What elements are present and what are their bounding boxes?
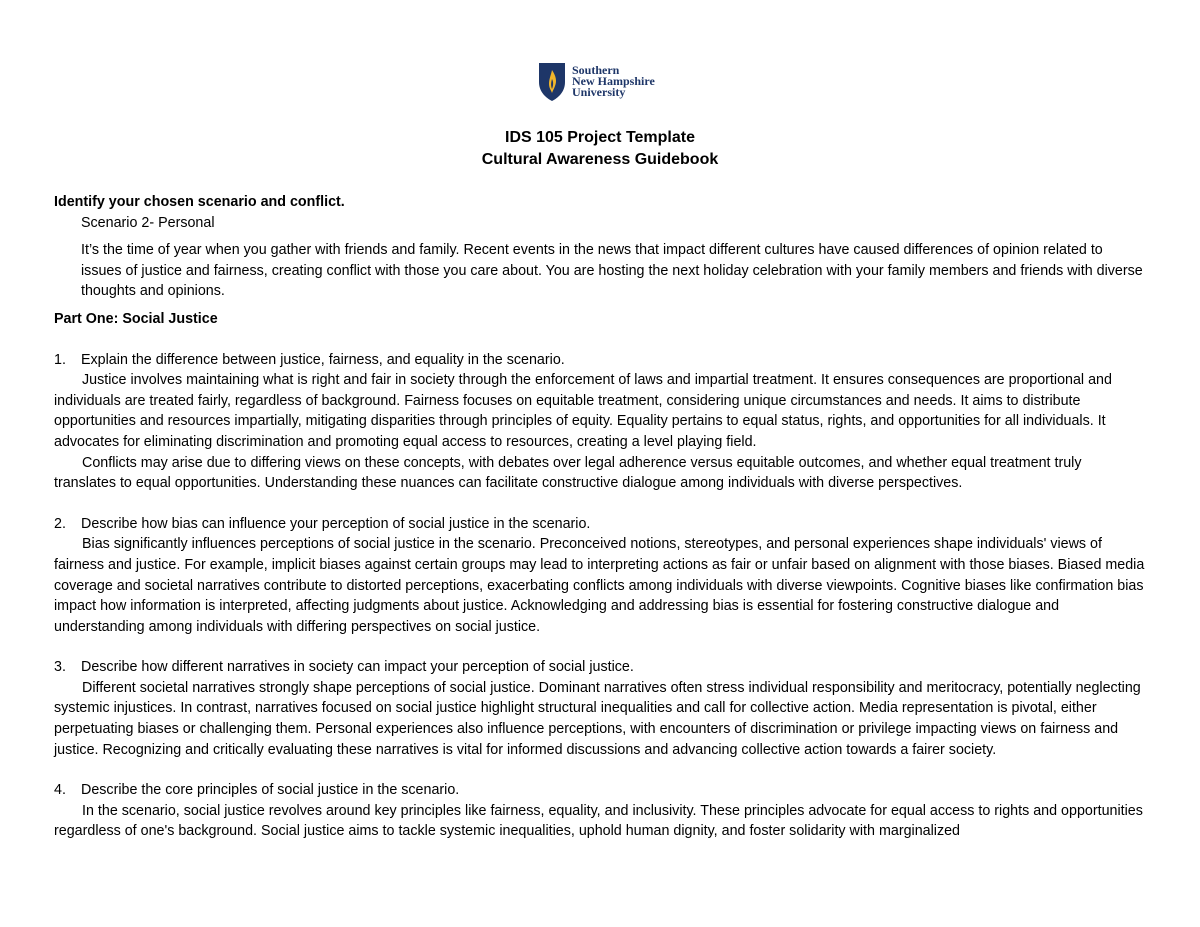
scenario-heading: Identify your chosen scenario and conflict. [54, 194, 345, 210]
title-line-2: Cultural Awareness Guidebook [481, 151, 719, 168]
snhu-shield-flame-icon [538, 62, 566, 102]
question-4-answer: In the scenario, social justice revolves around key principles like fairness, equality, and inclusivity. These principles advocate for equal access to rights and opportunities regardless of one's background. Social justice aims to tackle systemic inequalities, uphold human dignity, and foster solidarity with marginalized [54, 802, 1143, 840]
scenario-name: Scenario 2- Personal [81, 214, 215, 231]
question-1-answer-1: Justice involves maintaining what is right and fair in society through the enforcement of laws and impartial treatment. It ensures consequences are proportional and individuals are treated fairly, regardless of background. Fairness focuses on equitable treatment, considering unique circumstances and needs. It aims to distribute opportunities and resources impartially, mitigating disparities through principles of equity. Equality pertains to equal status, rights, and opportunities for all individuals. It advocates for eliminating discrimination and promoting equal access to resources, creating a level playing field. [54, 372, 1112, 450]
question-1-text: Explain the difference between justice, fairness, and equality in the scenario. [81, 351, 565, 368]
question-1-number: 1. [54, 351, 66, 368]
question-4-number: 4. [54, 782, 66, 799]
question-3-answer: Different societal narratives strongly shape perceptions of social justice. Dominant narratives often stress individual responsibility and meritocracy, potentially neglecting systemic injustices. In contrast, narratives focused on social justice highlight structural inequalities and call for collective action. Media representation is pivotal, either perpetuating biases or challenging them. Personal experiences also influence perceptions, with encounters of discrimination or privilege impacting views on fairness and justice. Recognizing and critically evaluating these narratives is vital for informed discussions and advancing collective action towards a fairer society. [54, 679, 1141, 758]
question-2-prompt [54, 514, 1146, 535]
question-1-prompt [54, 350, 1146, 371]
logo-line-3: University [572, 85, 626, 99]
title-line-1: IDS 105 Project Template [505, 129, 695, 146]
question-3-text: Describe how different narratives in society can impact your perception of social justice. [81, 659, 634, 676]
logo-wordmark [572, 65, 655, 98]
question-3-prompt [54, 657, 1146, 678]
question-2-number: 2. [54, 515, 66, 532]
question-2-answer: Bias significantly influences perceptions of social justice in the scenario. Preconceived notions, stereotypes, and personal experiences shape individuals' views of fairness and justice. For example, implicit biases against certain groups may lead to interpreting actions as fair or unfair based on alignment with those biases. Biased media coverage and societal narratives contribute to distorted perceptions, exacerbating conflicts among individuals with diverse viewpoints. Cognitive biases like confirmation bias impact how information is interpreted, affecting judgments about justice. Acknowledging and addressing bias is essential for fostering constructive dialogue and understanding among individuals with differing perspectives on social justice. [54, 536, 1145, 635]
question-2-text: Describe how bias can influence your perception of social justice in the scenario. [81, 515, 591, 532]
logo-line-1: Southern [572, 63, 620, 77]
question-4-prompt [54, 780, 1146, 801]
part-one-heading: Part One: Social Justice [54, 310, 218, 327]
scenario-description: It’s the time of year when you gather with friends and family. Recent events in the news that impact different cultures have caused differences of opinion related to issues of justice and fairness, creating conflict with those you care about. You are hosting the next holiday celebration with your family members and friends with diverse thoughts and opinions. [81, 242, 1143, 300]
question-4-text: Describe the core principles of social justice in the scenario. [81, 782, 460, 799]
question-3-number: 3. [54, 659, 66, 676]
document-title [0, 127, 1200, 171]
document-body [54, 192, 1146, 842]
logo-line-2: New Hampshire [572, 74, 655, 88]
university-logo [538, 62, 655, 102]
question-1-answer-2: Conflicts may arise due to differing views on these concepts, with debates over legal adherence versus equitable outcomes, and whether equal treatment truly translates to equal opportunities. Understanding these nuances can facilitate constructive dialogue among individuals with diverse perspectives. [54, 454, 1082, 492]
